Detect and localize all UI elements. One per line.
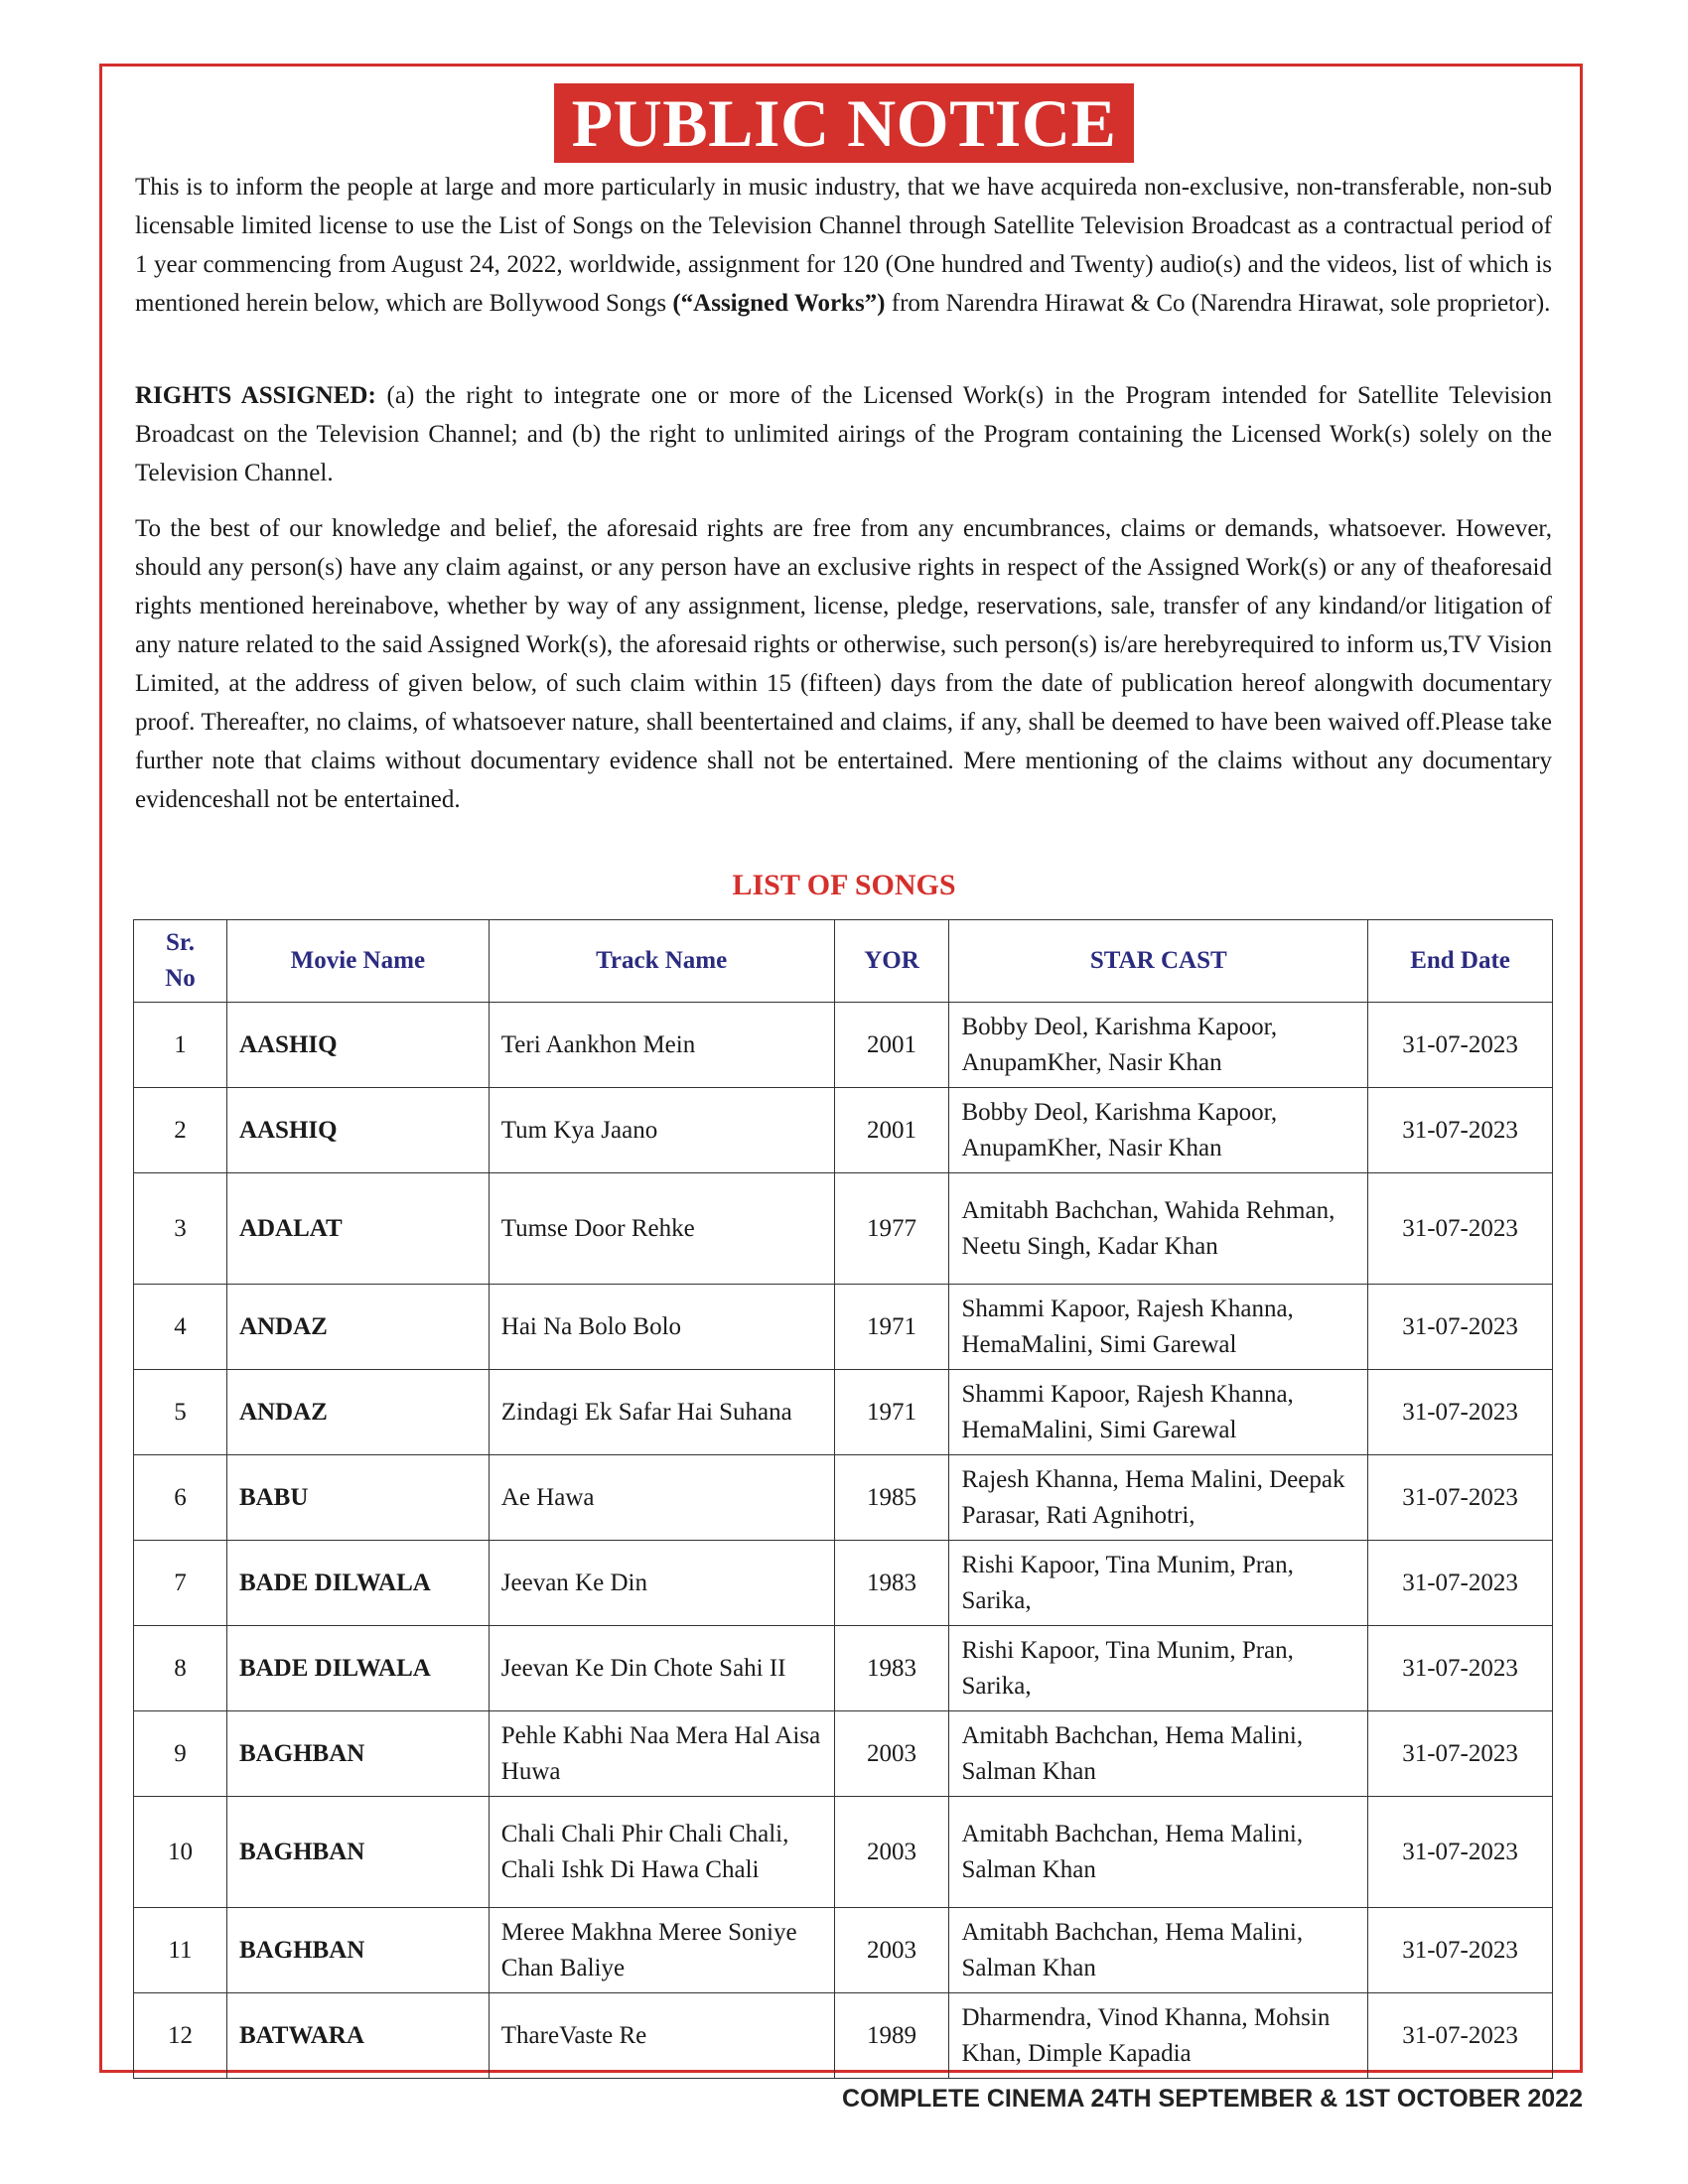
cell-cast: Shammi Kapoor, Rajesh Khanna, HemaMalini, Simi Garewal [949, 1370, 1368, 1455]
cell-sr: 8 [134, 1626, 227, 1711]
cell-sr: 1 [134, 1003, 227, 1088]
cell-movie: BAGHBAN [226, 1797, 489, 1908]
cell-sr: 11 [134, 1908, 227, 1993]
claims-paragraph: To the best of our knowledge and belief, the aforesaid rights are free from any encumbrances, claims or demands, whatsoever. However, should any person(s) have any claim against, or any person have an exclusive rights in respect of the Assigned Work(s) or any of theaforesaid rights mentioned hereinabove, whether by way of any assignment, license, pledge, reservations, sale, transfer of any kindand/or litigation of any nature related to the said Assigned Work(s), the aforesaid rights or otherwise, such person(s) is/are herebyrequired to inform us,TV Vision Limited, at the address of given below, of such claim within 15 (fifteen) days from the date of publication hereof alongwith documentary proof. Thereafter, no claims, of whatsoever nature, shall beentertained and claims, if any, shall be deemed to have been waived off.Please take further note that claims without documentary evidence shall not be entertained. Mere mentioning of the claims without any documentary evidenceshall not be entertained. [135, 515, 1552, 813]
header-sr-no [134, 920, 227, 1003]
cell-movie: BABU [226, 1455, 489, 1541]
table-row [134, 1285, 1553, 1370]
table-body [134, 1003, 1553, 2079]
table-row [134, 1626, 1553, 1711]
cell-cast: Bobby Deol, Karishma Kapoor, AnupamKher, Nasir Khan [949, 1088, 1368, 1173]
cell-yor: 1985 [834, 1455, 949, 1541]
cell-track: Zindagi Ek Safar Hai Suhana [489, 1370, 834, 1455]
page-title: PUBLIC NOTICE [554, 83, 1135, 163]
assigned-works-term: (“Assigned Works”) [672, 290, 886, 317]
cell-movie: ADALAT [226, 1173, 489, 1285]
table-row [134, 1370, 1553, 1455]
header-track-name: Track Name [489, 920, 834, 1003]
cell-end-date: 31-07-2023 [1368, 1626, 1553, 1711]
cell-end-date: 31-07-2023 [1368, 1003, 1553, 1088]
header-sr-line2: No [165, 965, 196, 992]
cell-track: Tumse Door Rehke [489, 1173, 834, 1285]
cell-movie: AASHIQ [226, 1088, 489, 1173]
cell-end-date: 31-07-2023 [1368, 1370, 1553, 1455]
list-heading: LIST OF SONGS [732, 869, 956, 901]
cell-yor: 2001 [834, 1003, 949, 1088]
cell-end-date: 31-07-2023 [1368, 1285, 1553, 1370]
table-row [134, 1797, 1553, 1908]
cell-end-date: 31-07-2023 [1368, 1797, 1553, 1908]
cell-yor: 1983 [834, 1626, 949, 1711]
rights-text: (a) the right to integrate one or more of the Licensed Work(s) in the Program intended for Satellite Television Broadcast on the Television Channel; and (b) the right to unlimited airings of the Program containing the Licensed Work(s) solely on the Television Channel. [135, 382, 1552, 486]
cell-yor: 2001 [834, 1088, 949, 1173]
intro-text-end: from Narendra Hirawat & Co (Narendra Hirawat, sole proprietor). [885, 290, 1551, 317]
cell-cast: Dharmendra, Vinod Khanna, Mohsin Khan, Dimple Kapadia [949, 1993, 1368, 2079]
header-end-date: End Date [1368, 920, 1553, 1003]
header-star-cast: STAR CAST [949, 920, 1368, 1003]
cell-movie: BAGHBAN [226, 1711, 489, 1797]
cell-movie: AASHIQ [226, 1003, 489, 1088]
table-row [134, 1088, 1553, 1173]
cell-cast: Amitabh Bachchan, Wahida Rehman, Neetu Singh, Kadar Khan [949, 1173, 1368, 1285]
cell-movie: BATWARA [226, 1993, 489, 2079]
table-row [134, 1993, 1553, 2079]
publication-footer: COMPLETE CINEMA 24TH SEPTEMBER & 1ST OCTOBER 2022 [842, 2085, 1583, 2113]
table-row [134, 1908, 1553, 1993]
cell-track: ThareVaste Re [489, 1993, 834, 2079]
cell-yor: 2003 [834, 1908, 949, 1993]
cell-sr: 9 [134, 1711, 227, 1797]
cell-cast: Rishi Kapoor, Tina Munim, Pran, Sarika, [949, 1541, 1368, 1626]
cell-yor: 2003 [834, 1711, 949, 1797]
cell-movie: ANDAZ [226, 1370, 489, 1455]
cell-movie: BADE DILWALA [226, 1626, 489, 1711]
intro-paragraph [135, 168, 1552, 323]
title-container [0, 83, 1688, 163]
cell-end-date: 31-07-2023 [1368, 1908, 1553, 1993]
cell-track: Pehle Kabhi Naa Mera Hal Aisa Huwa [489, 1711, 834, 1797]
cell-yor: 1983 [834, 1541, 949, 1626]
cell-sr: 3 [134, 1173, 227, 1285]
cell-end-date: 31-07-2023 [1368, 1455, 1553, 1541]
cell-end-date: 31-07-2023 [1368, 1173, 1553, 1285]
cell-sr: 10 [134, 1797, 227, 1908]
cell-sr: 5 [134, 1370, 227, 1455]
cell-track: Meree Makhna Meree Soniye Chan Baliye [489, 1908, 834, 1993]
cell-track: Tum Kya Jaano [489, 1088, 834, 1173]
header-yor: YOR [834, 920, 949, 1003]
cell-movie: BADE DILWALA [226, 1541, 489, 1626]
cell-cast: Amitabh Bachchan, Hema Malini, Salman Khan [949, 1711, 1368, 1797]
cell-end-date: 31-07-2023 [1368, 1711, 1553, 1797]
cell-cast: Amitabh Bachchan, Hema Malini, Salman Khan [949, 1908, 1368, 1993]
cell-cast: Amitabh Bachchan, Hema Malini, Salman Khan [949, 1797, 1368, 1908]
cell-yor: 2003 [834, 1797, 949, 1908]
table-header-row [134, 920, 1553, 1003]
cell-sr: 7 [134, 1541, 227, 1626]
cell-movie: BAGHBAN [226, 1908, 489, 1993]
cell-yor: 1971 [834, 1370, 949, 1455]
cell-end-date: 31-07-2023 [1368, 1088, 1553, 1173]
table-row [134, 1455, 1553, 1541]
header-sr-line1: Sr. [165, 929, 195, 956]
cell-track: Chali Chali Phir Chali Chali, Chali Ishk Di Hawa Chali [489, 1797, 834, 1908]
rights-paragraph [135, 376, 1552, 492]
cell-yor: 1989 [834, 1993, 949, 2079]
cell-track: Teri Aankhon Mein [489, 1003, 834, 1088]
table-row [134, 1173, 1553, 1285]
cell-end-date: 31-07-2023 [1368, 1993, 1553, 2079]
cell-track: Jeevan Ke Din Chote Sahi II [489, 1626, 834, 1711]
cell-track: Hai Na Bolo Bolo [489, 1285, 834, 1370]
cell-sr: 6 [134, 1455, 227, 1541]
cell-cast: Rajesh Khanna, Hema Malini, Deepak Parasar, Rati Agnihotri, [949, 1455, 1368, 1541]
cell-cast: Shammi Kapoor, Rajesh Khanna, HemaMalini, Simi Garewal [949, 1285, 1368, 1370]
cell-sr: 4 [134, 1285, 227, 1370]
header-movie-name: Movie Name [226, 920, 489, 1003]
cell-track: Jeevan Ke Din [489, 1541, 834, 1626]
table-row [134, 1003, 1553, 1088]
cell-sr: 12 [134, 1993, 227, 2079]
cell-end-date: 31-07-2023 [1368, 1541, 1553, 1626]
rights-label: RIGHTS ASSIGNED: [135, 382, 376, 409]
cell-yor: 1971 [834, 1285, 949, 1370]
cell-track: Ae Hawa [489, 1455, 834, 1541]
songs-table [133, 919, 1553, 2079]
cell-sr: 2 [134, 1088, 227, 1173]
cell-cast: Rishi Kapoor, Tina Munim, Pran, Sarika, [949, 1626, 1368, 1711]
intro-text-start: This is to inform the people at large and more particularly in music industry, that we have acquireda non-exclusive, non-transferable, non-sub licensable limited license to use the List of Songs on the Television Channel through Satellite Television Broadcast as a contractual period of 1 year commencing from August 24, 2022, worldwide, assignment for 120 (One hundred and Twenty) audio(s) and the videos, list of which is mentioned herein below, which are Bollywood Songs [135, 174, 1552, 317]
cell-movie: ANDAZ [226, 1285, 489, 1370]
table-row [134, 1541, 1553, 1626]
cell-cast: Bobby Deol, Karishma Kapoor, AnupamKher, Nasir Khan [949, 1003, 1368, 1088]
table-row [134, 1711, 1553, 1797]
cell-yor: 1977 [834, 1173, 949, 1285]
